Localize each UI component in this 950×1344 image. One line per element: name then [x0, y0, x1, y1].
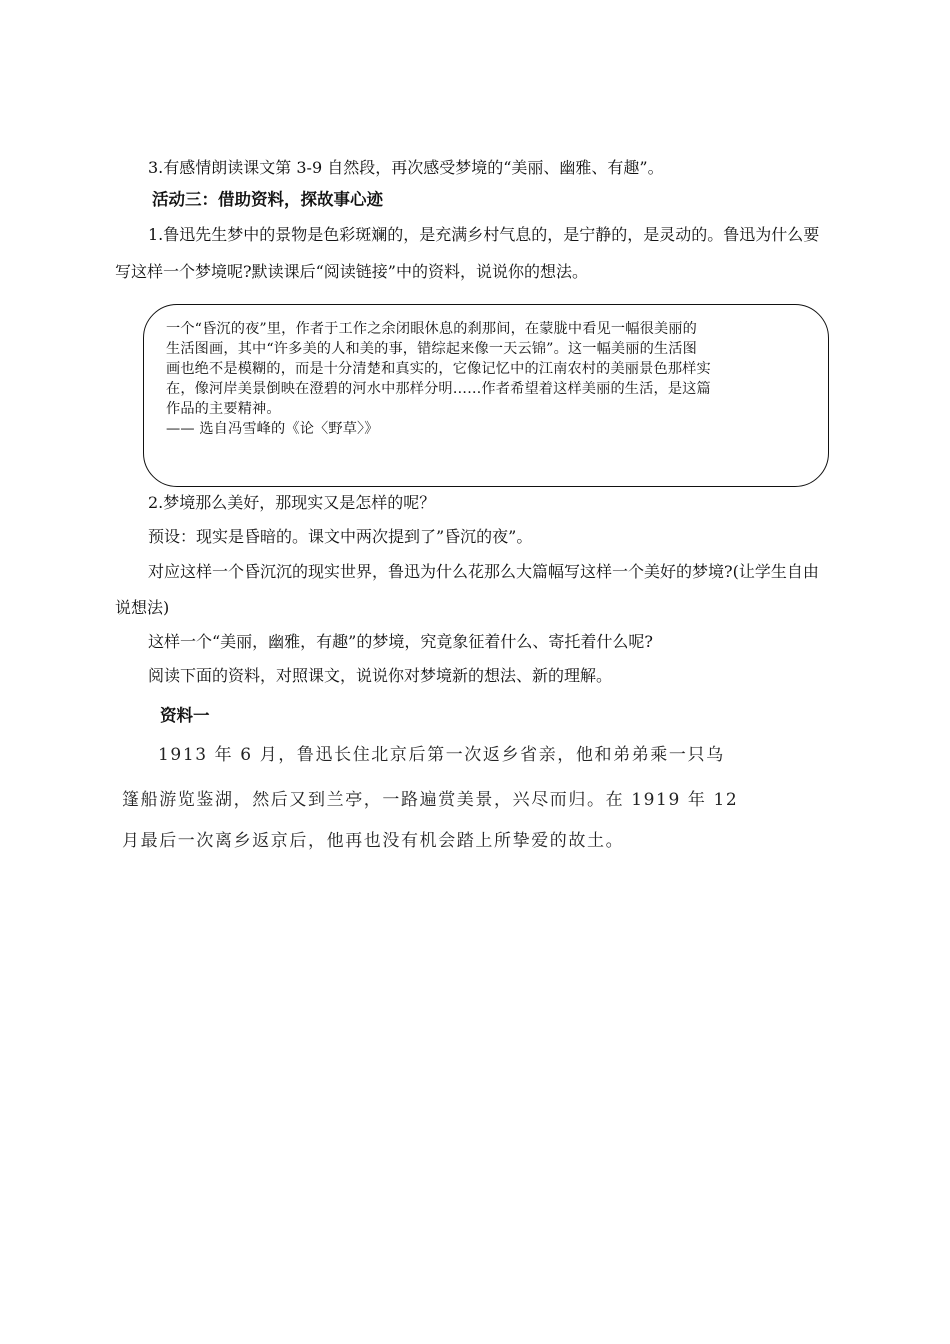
source-1-line-2: 篷船游览鉴湖，然后又到兰亭，一路遍赏美景，兴尽而归。在 1919 年 12: [122, 790, 739, 810]
quote-line-2: 生活图画，其中“许多美的人和美的事，错综起来像一天云锦”。这一幅美丽的生活图: [166, 341, 697, 357]
question-line-1: 对应这样一个昏沉沉的现实世界，鲁迅为什么花那么大篇幅写这样一个美好的梦境?(让学生自由: [148, 562, 819, 581]
quote-line-5: 作品的主要精神。: [166, 401, 281, 417]
quote-box: [143, 304, 829, 487]
source-1-heading: 资料一: [160, 706, 210, 725]
question-symbolism: 这样一个“美丽，幽雅，有趣”的梦境，究竟象征着什么、寄托着什么呢?: [148, 632, 653, 651]
item-1-line-1: 1.鲁迅先生梦中的景物是色彩斑斓的，是充满乡村气息的，是宁静的，是灵动的。鲁迅为什么要: [148, 225, 820, 244]
source-1-line-3: 月最后一次离乡返京后，他再也没有机会踏上所挚爱的故土。: [122, 831, 625, 851]
item-3-reading-aloud: 3.有感情朗读课文第 3-9 自然段，再次感受梦境的“美丽、幽雅、有趣”。: [148, 158, 664, 177]
activity-3-heading: 活动三：借助资料，探故事心迹: [152, 190, 383, 209]
quote-attribution: —— 选自冯雪峰的《论〈野草〉》: [166, 421, 379, 437]
preset-answer: 预设：现实是昏暗的。课文中两次提到了”昏沉的夜”。: [148, 527, 533, 546]
item-2-question: 2.梦境那么美好，那现实又是怎样的呢？: [148, 493, 436, 512]
quote-line-1: 一个“昏沉的夜”里，作者于工作之余闭眼休息的刹那间，在蒙胧中看见一幅很美丽的: [166, 321, 697, 337]
question-line-2: 说想法): [115, 598, 170, 617]
question-reading-task: 阅读下面的资料，对照课文，说说你对梦境新的想法、新的理解。: [148, 666, 613, 685]
source-1-line-1: 1913 年 6 月，鲁迅长住北京后第一次返乡省亲，他和弟弟乘一只乌: [158, 745, 725, 765]
quote-line-4: 在，像河岸美景倒映在澄碧的河水中那样分明……作者希望着这样美丽的生活，是这篇: [166, 381, 711, 397]
item-1-line-2: 写这样一个梦境呢?默读课后“阅读链接”中的资料，说说你的想法。: [115, 262, 588, 281]
quote-line-3: 画也绝不是模糊的，而是十分清楚和真实的，它像记忆中的江南农村的美丽景色那样实: [166, 361, 711, 377]
